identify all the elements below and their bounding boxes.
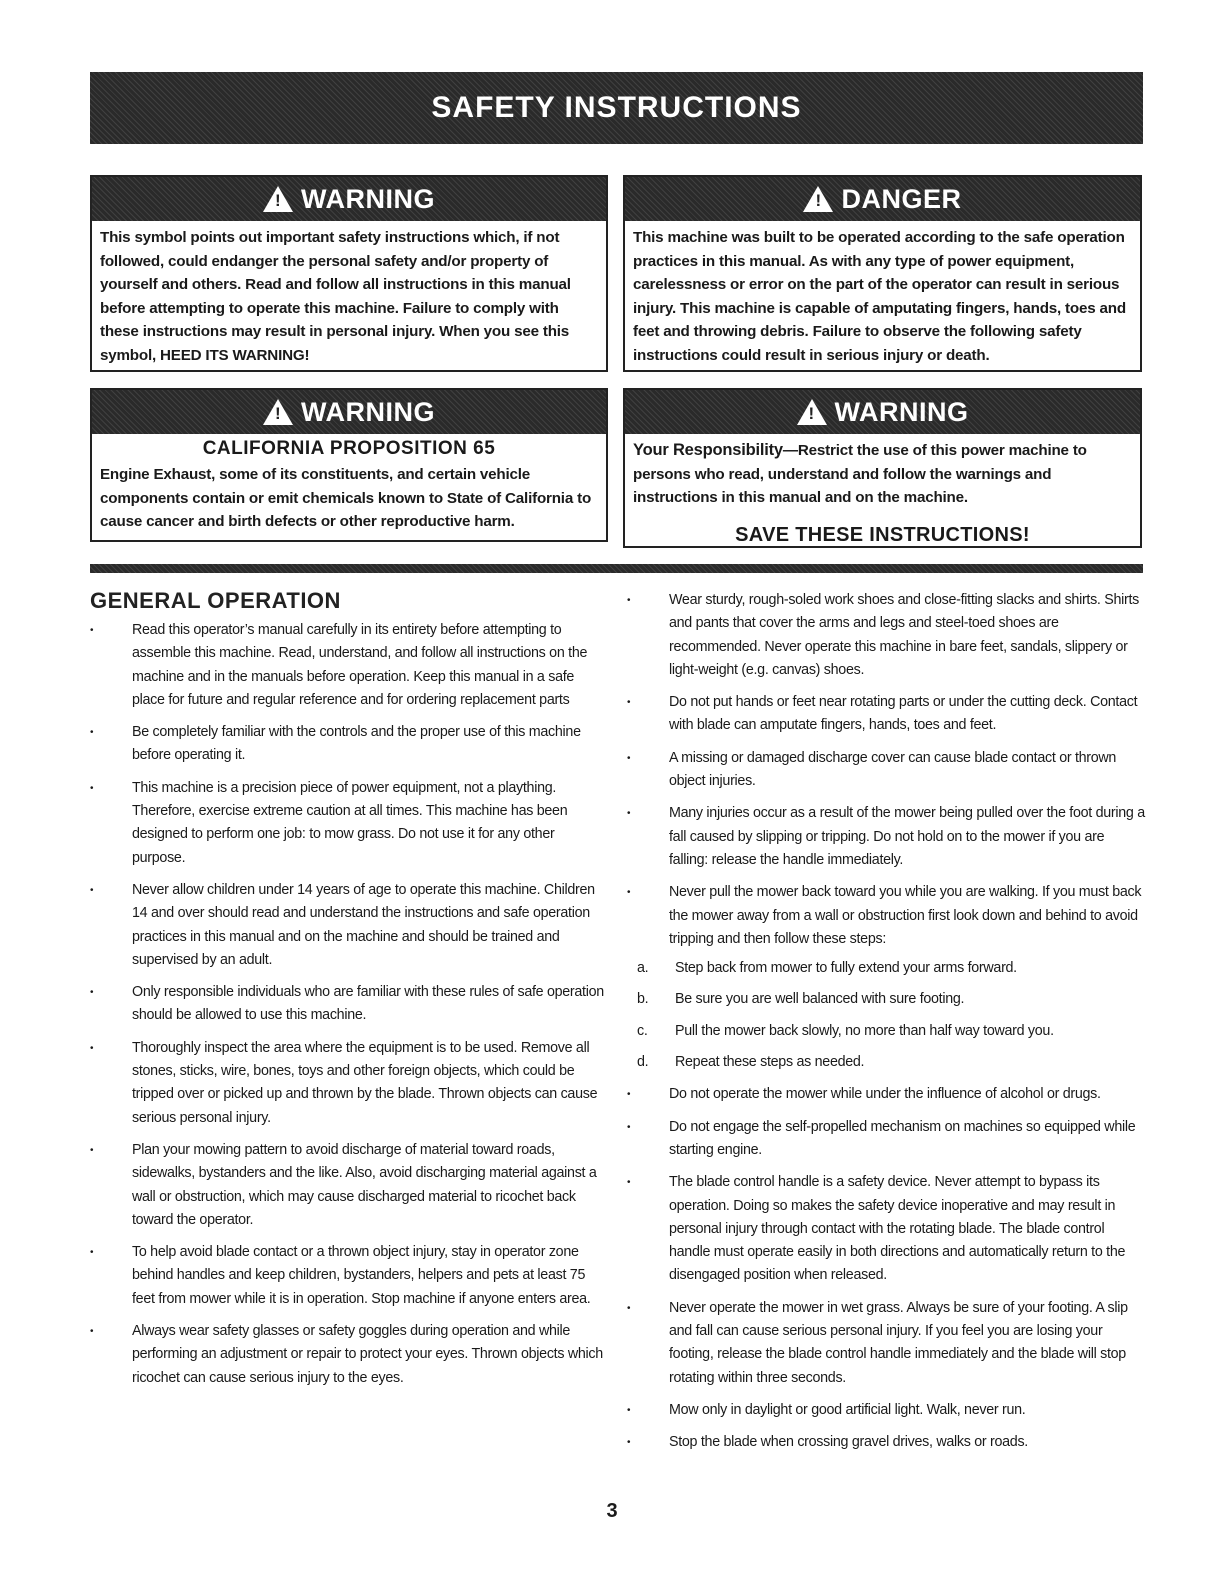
list-item: • Thoroughly inspect the area where the equipment is to be used. Remove all stones, sticks, wire, bones, toys and other foreign objects, which could be tripped over or picked up and thrown by the blade. Thrown objects can cause serious personal injury. [90, 1037, 610, 1130]
responsibility-body: —Restrict the use of this power machine to persons who read, understand and follow the warnings and instructions in this manual and on the machine. [633, 442, 1087, 506]
prop65-subheading: CALIFORNIA PROPOSITION 65 [202, 438, 496, 459]
danger-text: This machine was built to be operated according to the safe operation practices in this manual. As with any type of power equipment, carelessness or error on the part of the operator can result in serious injury. This machine is capable of amputating fingers, hands, toes and feet and throwing debris. Failure to observe the following safety instructions could result in serious injury or death. [633, 229, 1126, 364]
left-bullet-list [90, 619, 610, 1390]
list-item: • Read this operator’s manual carefully in its entirety before attempting to assemble this machine. Read, understand, and follow all instructions on the machine and in the manuals before operation. Keep this manual in a safe place for future and regular reference and for ordering replacement parts [90, 619, 610, 712]
left-column [90, 619, 610, 1399]
list-item: • Many injuries occur as a result of the mower being pulled over the foot during a fall caused by slipping or tripping. Do not hold on to the mower if you are falling: release the handle immediately. [627, 802, 1145, 872]
step-key: b. [637, 991, 649, 1008]
responsibility-lead: Your Responsibility [633, 441, 783, 459]
list-item: • Never allow children under 14 years of age to operate this machine. Children 14 and over should read and understand the instructions and safe operation practices in this manual and on the machine and should be trained and supervised by an adult. [90, 879, 610, 972]
section-title: GENERAL OPERATION [90, 588, 341, 613]
prop65-triangle-icon [263, 399, 293, 425]
step-item [627, 1020, 1145, 1043]
page-number: 3 [606, 1500, 618, 1522]
step-item [627, 1051, 1145, 1074]
section-divider [90, 564, 1143, 573]
list-item: • Only responsible individuals who are familiar with these rules of safe operation should be allowed to use this machine. [90, 981, 610, 1028]
prop65-text: Engine Exhaust, some of its constituents, and certain vehicle components contain or emit chemicals known to State of California to cause cancer and birth defects or other reproductive harm. [100, 466, 592, 530]
list-item: • Do not put hands or feet near rotating parts or under the cutting deck. Contact with blade can amputate fingers, hands, toes and feet. [627, 691, 1145, 738]
list-item: • Stop the blade when crossing gravel drives, walks or roads. [627, 1431, 1145, 1454]
list-item: • The blade control handle is a safety device. Never attempt to bypass its operation. Doing so makes the safety device inoperative and may result in personal injury through contact with the rotating blade. The blade control handle must operate easily in both directions and automatically return to the disengaged position when released. [627, 1171, 1145, 1287]
page-title-banner [90, 72, 1143, 144]
warning-label: WARNING [301, 183, 435, 214]
save-instructions: SAVE THESE INSTRUCTIONS! [735, 523, 1030, 546]
step-key: d. [637, 1054, 649, 1071]
list-item: • Mow only in daylight or good artificial light. Walk, never run. [627, 1399, 1145, 1422]
list-item: • Always wear safety glasses or safety goggles during operation and while performing an adjustment or repair to protect your eyes. Thrown objects which ricochet can cause serious injury to the eyes. [90, 1320, 610, 1390]
warning-symbol-text: This symbol points out important safety instructions which, if not followed, could endanger the personal safety and/or property of yourself and others. Read and follow all instructions in this manual before attempting to operate this machine. Failure to comply with these instructions may result in personal injury. When you see this symbol, HEED ITS WARNING! [100, 229, 571, 364]
step-text: Step back from mower to fully extend your arms forward. [675, 960, 1017, 977]
responsibility-warning-label: WARNING [834, 396, 969, 427]
danger-box [623, 175, 1142, 372]
list-item [627, 881, 1145, 1074]
right-column [627, 589, 1145, 1464]
list-item: • Never operate the mower in wet grass. Always be sure of your footing. A slip and fall can cause serious personal injury. If you feel you are losing your footing, release the blade control handle immediately and the blade will stop rotating within three seconds. [627, 1297, 1145, 1390]
responsibility-header [625, 390, 1140, 434]
danger-triangle-icon [803, 186, 833, 212]
list-item: • Be completely familiar with the controls and the proper use of this machine before operating it. [90, 721, 610, 768]
warning-triangle-icon [263, 186, 293, 212]
step-text: Be sure you are well balanced with sure footing. [675, 991, 965, 1008]
list-item: • Wear sturdy, rough-soled work shoes and close-fitting slacks and shirts. Shirts and pants that cover the arms and legs and steel-toed shoes are recommended. Never operate this machine in bare feet, sandals, slippery or light-weight (e.g. canvas) shoes. [627, 589, 1145, 682]
prop65-header [92, 390, 606, 434]
responsibility-box [623, 388, 1142, 548]
prop65-warning-label: WARNING [301, 396, 435, 427]
danger-header [625, 177, 1140, 221]
step-item [627, 988, 1145, 1011]
list-item: • This machine is a precision piece of power equipment, not a plaything. Therefore, exercise extreme caution at all times. This machine has been designed to perform one job: to mow grass. Do not use it for any other purpose. [90, 777, 610, 870]
prop65-box [90, 388, 608, 542]
step-text: Pull the mower back slowly, no more than half way toward you. [675, 1022, 1054, 1039]
step-key: a. [637, 960, 649, 977]
step-item [627, 957, 1145, 980]
warning-symbol-box [90, 175, 608, 372]
list-item-text: Never pull the mower back toward you while you are walking. If you must back the mower away from a wall or obstruction first look down and behind to avoid tripping and then follow these steps: [669, 884, 1142, 947]
warning-header [92, 177, 606, 221]
danger-label: DANGER [841, 183, 962, 214]
right-bullet-list [627, 589, 1145, 1455]
list-item: • A missing or damaged discharge cover can cause blade contact or thrown object injuries. [627, 747, 1145, 794]
step-key: c. [637, 1022, 648, 1039]
responsibility-triangle-icon [797, 399, 827, 425]
page-title: SAFETY INSTRUCTIONS [431, 91, 802, 124]
list-item: • Plan your mowing pattern to avoid discharge of material toward roads, sidewalks, bystanders and the like. Also, avoid discharging material against a wall or obstruction, which may cause discharged material to ricochet back toward the operator. [90, 1139, 610, 1232]
list-item: • To help avoid blade contact or a thrown object injury, stay in operator zone behind handles and keep children, bystanders, helpers and pets at least 75 feet from mower while it is in operation. Stop machine if anyone enters area. [90, 1241, 610, 1311]
list-item: • Do not engage the self-propelled mechanism on machines so equipped while starting engine. [627, 1116, 1145, 1163]
step-text: Repeat these steps as needed. [675, 1054, 865, 1071]
responsibility-text [625, 436, 1140, 510]
list-item: • Do not operate the mower while under the influence of alcohol or drugs. [627, 1083, 1145, 1106]
step-list [627, 957, 1145, 1074]
